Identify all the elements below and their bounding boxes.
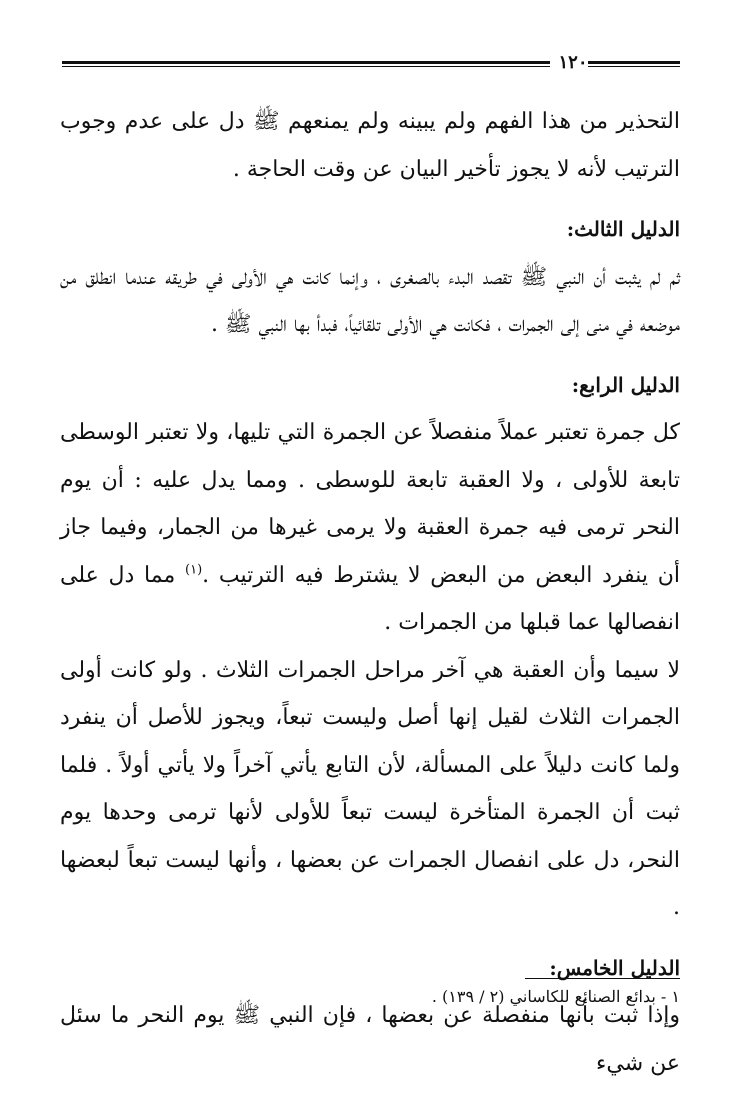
header-rule-left	[62, 61, 550, 67]
fourth-evidence-body-part2: مما دل على انفصالها عما قبلها من الجمرات .	[60, 562, 680, 635]
fifth-evidence-body: وإذا ثبت بأنها منفصلة عن بعضها ، فإن النبي ﷺ يوم النحر ما سئل عن شيء	[60, 1003, 680, 1076]
third-evidence-body: ثم لم يثبت أن النبي ﷺ تقصد البدء بالصغرى ، وإنما كانت هي الأولى في طريقه عندما انطلق من موضعه في منى إلى الجمرات ، فكانت هي الأولى تلقائياً، فبدأ بها النبي ﷺ .	[60, 264, 680, 337]
fourth-evidence-body	[60, 409, 680, 647]
fourth-evidence-body-part1: كل جمرة تعتبر عملاً منفصلاً عن الجمرة التي تليها، ولا تعتبر الوسطى تابعة للأولى ، ولا العقبة تابعة للوسطى . ومما يدل عليه : أن يوم النحر ترمى فيه جمرة العقبة ولا يرمى غيرها من الجمار، وفيما جاز أن ينفرد البعض من البعض لا يشترط فيه الترتيب .	[60, 420, 680, 588]
fourth-evidence-body-continued: لا سيما وأن العقبة هي آخر مراحل الجمرات الثلاث . ولو كانت أولى الجمرات الثلاث لقيل إنها أصل وليست تبعاً، ويجوز للأصل أن ينفرد ولما كانت دليلاً على المسألة، لأن التابع يأتي آخراً ولا يأتي أولاً . فلما ثبت أن الجمرة المتأخرة ليست تبعاً للأولى لأنها ترمى وحدها يوم النحر، دل على انفصال الجمرات عن بعضها ، وأنها ليست تبعاً لبعضها .	[60, 657, 680, 920]
intro-paragraph: التحذير من هذا الفهم ولم يبينه ولم يمنعهم ﷺ دل على عدم وجوب الترتيب لأنه لا يجوز تأخير البيان عن وقت الحاجة .	[60, 109, 680, 182]
page-body	[60, 98, 680, 1087]
footnote: ١ - بدائع الصنائع للكاساني (٢ / ١٣٩) .	[431, 987, 680, 1006]
fifth-evidence-heading: الدليل الخامس:	[549, 955, 680, 980]
page-number: ١٢٠	[558, 52, 588, 73]
third-evidence-heading: الدليل الثالث:	[566, 217, 680, 241]
footnote-marker: (١)	[185, 562, 203, 578]
page-header	[62, 52, 680, 73]
fourth-evidence-heading: الدليل الرابع:	[571, 372, 680, 397]
footnote-divider	[525, 978, 680, 979]
header-rule-right	[588, 61, 680, 67]
